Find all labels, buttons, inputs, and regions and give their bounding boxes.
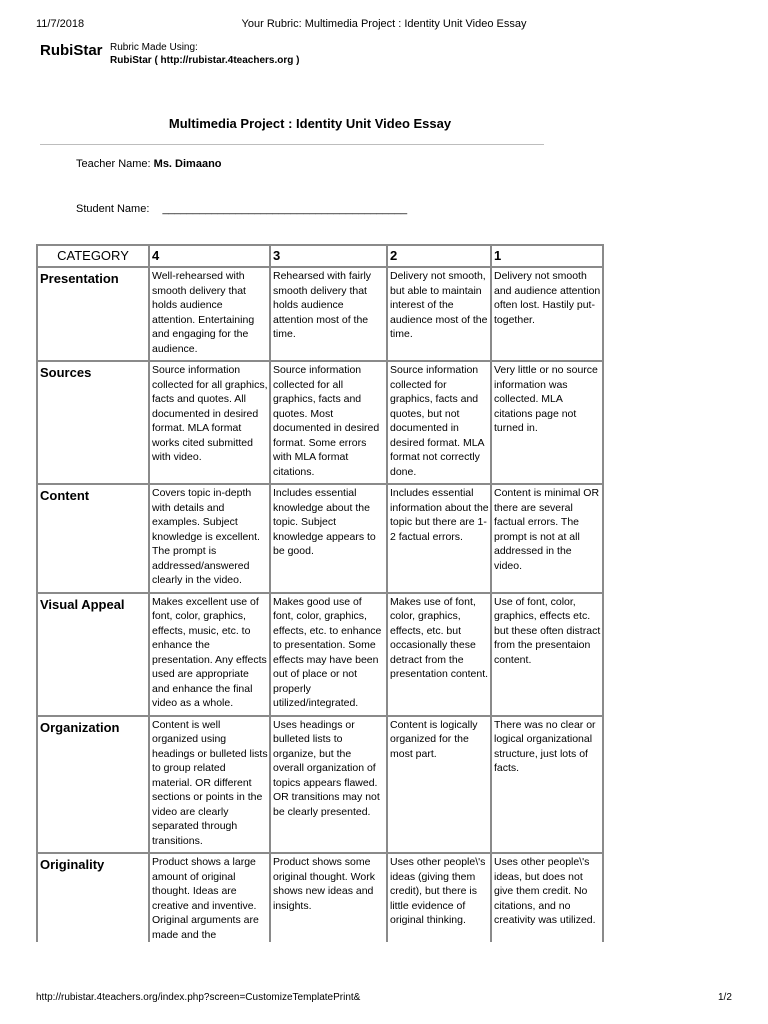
- header-score-4: 4: [149, 245, 270, 267]
- row-category: Presentation: [37, 267, 149, 361]
- table-row: [37, 484, 603, 593]
- table-cell: Uses other people\'s ideas, but does not give them credit. No citations, and no creativity was utilized.: [491, 853, 603, 942]
- table-row: [37, 267, 603, 361]
- table-cell: Includes essential knowledge about the topic. Subject knowledge appears to be good.: [270, 484, 387, 593]
- header-category: CATEGORY: [37, 245, 149, 267]
- table-cell: Content is well organized using headings or bulleted lists to group related material. OR different sections or points in the video are clearly separated through transitions.: [149, 716, 270, 854]
- table-cell: Use of font, color, graphics, effects etc. but these often distract from the presentaion content.: [491, 593, 603, 716]
- title-divider: [40, 144, 544, 145]
- print-date: 11/7/2018: [36, 18, 85, 30]
- row-category: Content: [37, 484, 149, 593]
- teacher-name-line: [76, 158, 222, 170]
- table-cell: Product shows a large amount of original thought. Ideas are creative and inventive. Original arguments are made and the: [149, 853, 270, 942]
- table-cell: Uses other people\'s ideas (giving them credit), but there is little evidence of original thinking.: [387, 853, 491, 942]
- made-using-link[interactable]: RubiStar ( http://rubistar.4teachers.org ): [110, 55, 300, 66]
- table-cell: Very little or no source information was collected. MLA citations page not turned in.: [491, 361, 603, 484]
- made-using-label: Rubric Made Using:: [110, 42, 198, 53]
- table-cell: Delivery not smooth and audience attention often lost. Hastily put-together.: [491, 267, 603, 361]
- table-cell: Makes good use of font, color, graphics, effects, etc. to enhance to presentation. Some effects may have been out of place or not properly utilized/integrated.: [270, 593, 387, 716]
- table-cell: Covers topic in-depth with details and examples. Subject knowledge is excellent. The prompt is addressed/answered clearly in the video.: [149, 484, 270, 593]
- rubric-title: Multimedia Project : Identity Unit Video Essay: [168, 116, 452, 131]
- student-name-line: [76, 203, 407, 215]
- table-cell: Source information collected for graphics, facts and quotes, but not documented in desired format. MLA format not correctly done.: [387, 361, 491, 484]
- table-row: [37, 593, 603, 716]
- table-row: [37, 853, 603, 942]
- row-category: Organization: [37, 716, 149, 854]
- table-cell: Content is logically organized for the most part.: [387, 716, 491, 854]
- rubric-table: [36, 244, 604, 942]
- table-cell: Uses headings or bulleted lists to organize, but the overall organization of topics appears flawed. OR transitions may not be clearly presented.: [270, 716, 387, 854]
- row-category: Originality: [37, 853, 149, 942]
- student-label: Student Name:: [76, 203, 150, 215]
- table-cell: Source information collected for all graphics, facts and quotes. All documented in desired format. MLA format works cited submitted with video.: [149, 361, 270, 484]
- table-cell: Well-rehearsed with smooth delivery that holds audience attention. Entertaining and engaging for the audience.: [149, 267, 270, 361]
- teacher-label: Teacher Name:: [76, 158, 151, 170]
- student-name-blank: ________________________________________: [162, 203, 408, 215]
- brand-logo-text: RubiStar: [40, 42, 103, 59]
- table-row: [37, 361, 603, 484]
- table-cell: Makes excellent use of font, color, graphics, effects, music, etc. to enhance the presentation. Any effects used are appropriate and enhance the final video as a whole.: [149, 593, 270, 716]
- row-category: Sources: [37, 361, 149, 484]
- table-row: [37, 716, 603, 854]
- table-cell: Source information collected for all graphics, facts and quotes. Most documented in desired format. Some errors with MLA format citations.: [270, 361, 387, 484]
- header-score-1: 1: [491, 245, 603, 267]
- teacher-name: Ms. Dimaano: [153, 158, 222, 170]
- table-cell: Product shows some original thought. Work shows new ideas and insights.: [270, 853, 387, 942]
- table-cell: Rehearsed with fairly smooth delivery that holds audience attention most of the time.: [270, 267, 387, 361]
- table-cell: Includes essential information about the topic but there are 1-2 factual errors.: [387, 484, 491, 593]
- table-cell: Makes use of font, color, graphics, effects, etc. but occasionally these detract from the presentation content.: [387, 593, 491, 716]
- row-category: Visual Appeal: [37, 593, 149, 716]
- print-header-title: Your Rubric: Multimedia Project : Identity Unit Video Essay: [241, 18, 527, 30]
- print-footer-url: http://rubistar.4teachers.org/index.php?screen=CustomizeTemplatePrint&: [36, 992, 361, 1003]
- header-score-2: 2: [387, 245, 491, 267]
- header-score-3: 3: [270, 245, 387, 267]
- table-cell: Delivery not smooth, but able to maintain interest of the audience most of the time.: [387, 267, 491, 361]
- table-cell: There was no clear or logical organizational structure, just lots of facts.: [491, 716, 603, 854]
- table-cell: Content is minimal OR there are several factual errors. The prompt is not at all addressed in the video.: [491, 484, 603, 593]
- page-number: 1/2: [718, 992, 732, 1003]
- rubric-header-row: [37, 245, 603, 267]
